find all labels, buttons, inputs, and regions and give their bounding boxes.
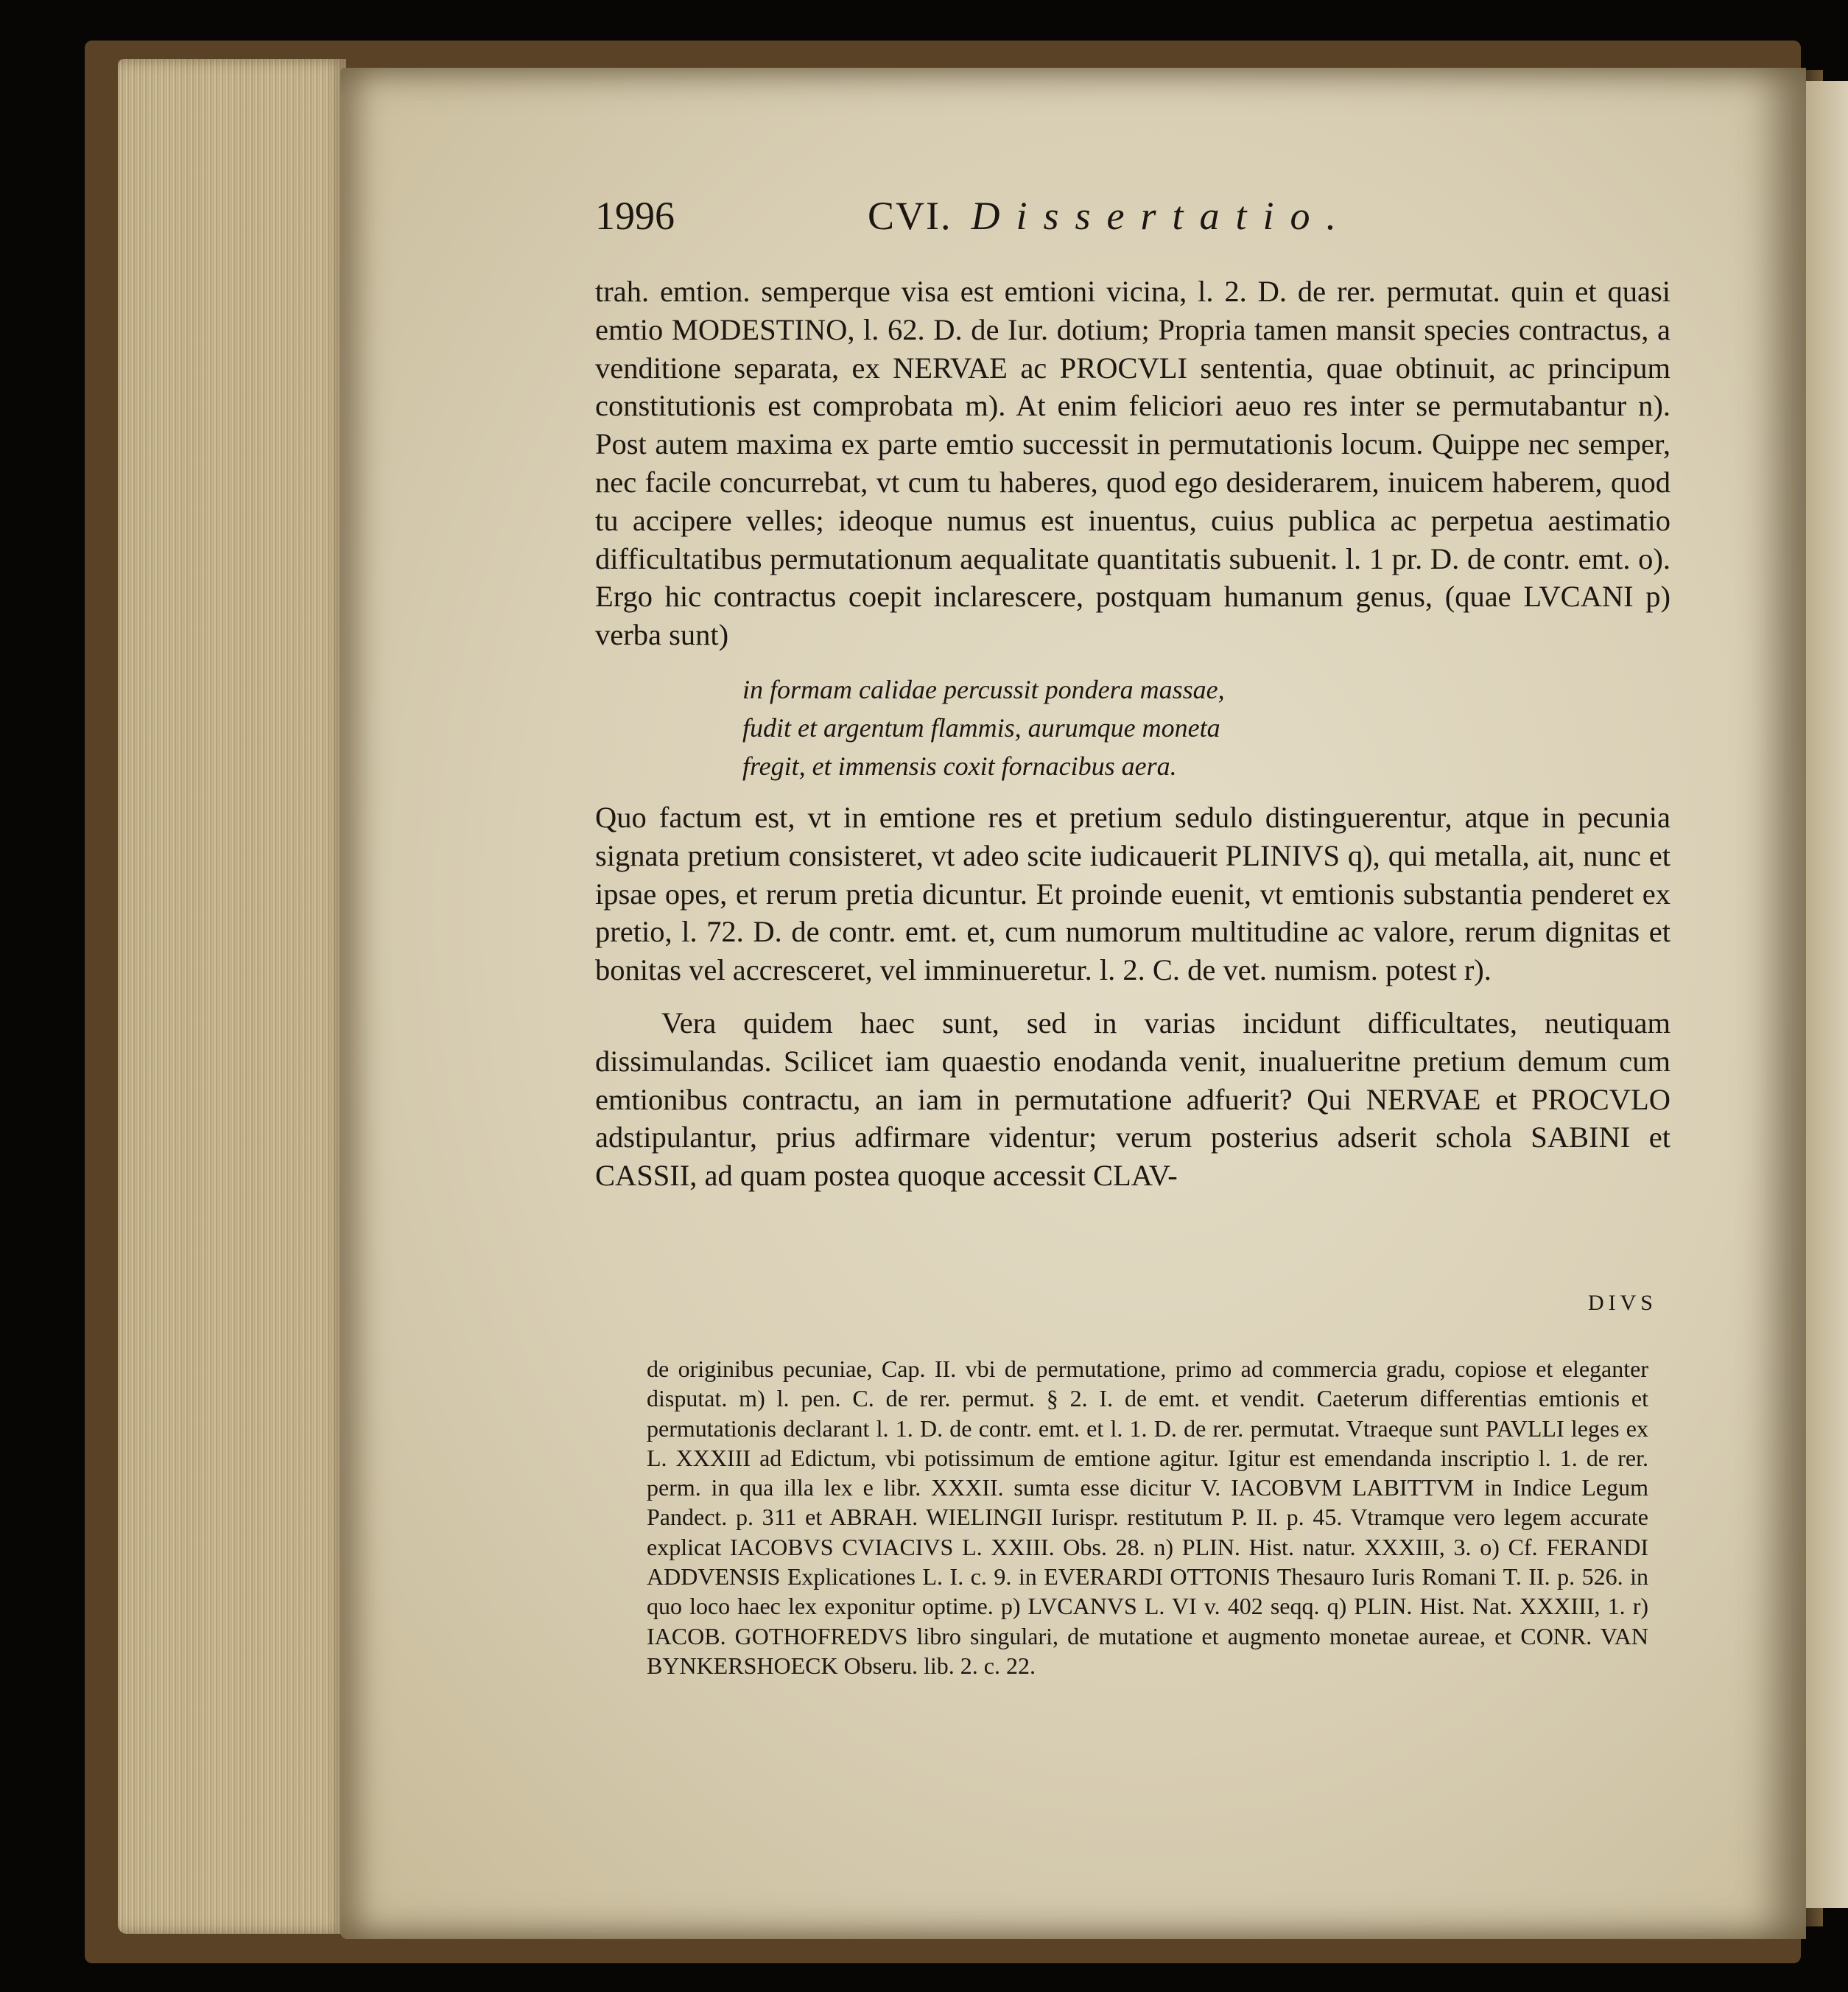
- catchword: DIVS: [1587, 1291, 1657, 1315]
- paragraph-1: trah. emtion. semperque visa est emtioni vicina, l. 2. D. de rer. permutat. quin et quasi emtio MODESTINO, l. 62. D. de Iur. dotium; Propria tamen mansit species contractus, a venditione separata, ex NERVAE ac PROCVLI sententia, quae obtinuit, ac principum constitutionis est comprobata m). At enim feliciori aeuo res inter se permutabantur n). Post autem maxima ex parte emtio successit in permutationis locum. Quippe nec semper, nec facile concurrebat, vt cum tu haberes, quod ego desiderarem, inuicem haberem, quod tu accipere velles; ideoque numus est inuentus, cuius publica ac perpetua aestimatio difficultatibus permutationum aequalitate quantitatis subuenit. l. 1 pr. D. de contr. emt. o). Ergo hic contractus coepit inclarescere, postquam humanum genus, (quae LVCANI p) verba sunt): [595, 275, 1670, 652]
- page-edges: [118, 59, 346, 1934]
- verse-line-3: fregit, et immensis coxit fornacibus aera.: [742, 751, 1177, 781]
- verse-quotation: [742, 670, 1670, 785]
- running-title: [868, 193, 1352, 239]
- paragraph-3: Vera quidem haec sunt, sed in varias incidunt difficultates, neutiquam dissimulandas. Scilicet iam quaestio enodanda venit, inualueritne pretium demum cum emtionibus contractu, an iam in permutatione adfuerit? Qui NERVAE et PROCVLO adstipulantur, prius adfirmare videntur; verum posterius adserit schola SABINI et CASSII, ad quam postea quoque accessit CLAV-: [595, 1006, 1670, 1193]
- main-text: [595, 273, 1670, 1195]
- running-title-number: CVI.: [868, 194, 952, 238]
- page-header: [595, 193, 1700, 245]
- page-number: 1996: [595, 194, 675, 238]
- facing-page-edge: [1803, 81, 1848, 1908]
- footnotes: [647, 1354, 1648, 1680]
- paragraph-2: Quo factum est, vt in emtione res et pretium sedulo distinguerentur, atque in pecunia signata pretium consisteret, vt adeo scite iudicauerit PLINIVS q), qui metalla, ait, nunc et ipsae opes, et rerum pretia dicuntur. Et proinde euenit, vt emtionis substantia penderet ex pretio, l. 72. D. de contr. emt. et, cum numorum multitudine ac valore, rerum dignitas et bonitas vel accresceret, vel imminueretur. l. 2. C. de vet. numism. potest r).: [595, 800, 1670, 987]
- running-title-word: Dissertatio.: [971, 194, 1353, 238]
- verse-line-1: in formam calidae percussit pondera massae,: [742, 674, 1225, 704]
- footnote-text: de originibus pecuniae, Cap. II. vbi de permutatione, primo ad commercia gradu, copiose et eleganter disputat. m) l. pen. C. de rer. permut. § 2. I. de emt. et vendit. Caeterum differentias emtionis et permutationis declarant l. 1. D. de contr. emt. et l. 1. D. de rer. permutat. Vtraeque sunt PAVLLI leges ex L. XXXIII ad Edictum, vbi potissimum de emtione agitur. Igitur est emendanda inscriptio l. 1. de rer. perm. in qua illa lex e libr. XXXII. sumta esse dicitur V. IACOBVM LABITTVM in Indice Legum Pandect. p. 311 et ABRAH. WIELINGII Iurispr. restitutum P. II. p. 45. Vtramque vero legem accurate explicat IACOBVS CVIACIVS L. XXIII. Obs. 28. n) PLIN. Hist. natur. XXXIII, 3. o) Cf. FERANDI ADDVENSIS Explicationes L. I. c. 9. in EVERARDI OTTONIS Thesauro Iuris Romani T. II. p. 526. in quo loco haec lex exponitur optime. p) LVCANVS L. VI v. 402 seqq. q) PLIN. Hist. Nat. XXXIII, 1. r) IACOB. GOTHOFREDVS libro singulari, de mutatione et augmento monetae aureae, et CONR. VAN BYNKERSHOECK Obseru. lib. 2. c. 22.: [647, 1356, 1648, 1679]
- verse-line-2: fudit et argentum flammis, aurumque moneta: [742, 712, 1220, 743]
